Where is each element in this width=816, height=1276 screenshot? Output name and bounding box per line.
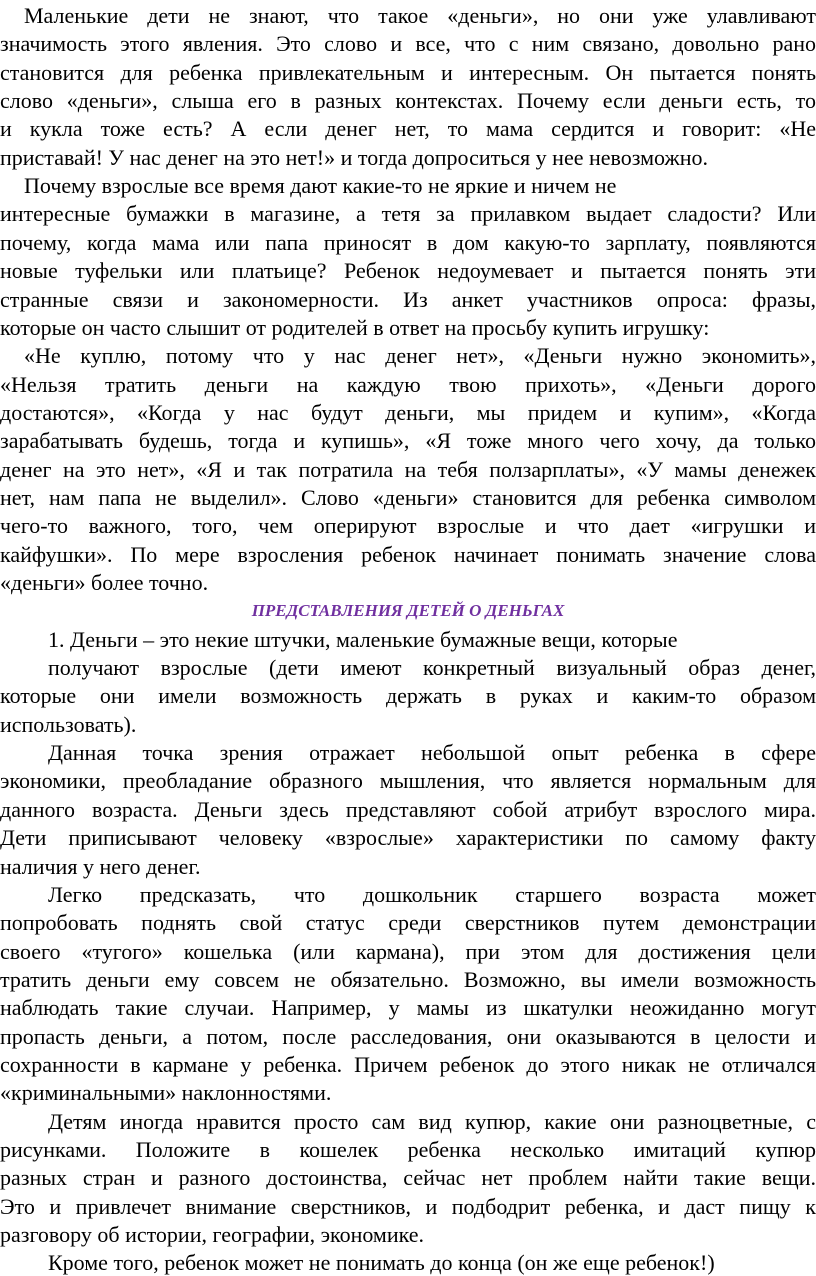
text-line: нет, нам папа не выделил». Слово «деньги» становится для ребенка символом (0, 484, 816, 510)
text-line: которые он часто слышит от родителей в ответ на просьбу купить игрушку: (0, 314, 710, 340)
text-line: Кроме того, ребенок может не понимать до конца (он же еще ребенок!) (48, 1250, 715, 1276)
text-line: приставай! У нас денег на это нет!» и тогда допроситься у нее невозможно. (0, 144, 708, 170)
text-line: Данная точка зрения отражает небольшой опыт ребенка в сфере (48, 740, 816, 766)
text-line: рисунками. Положите в кошелек ребенка несколько имитаций купюр (0, 1137, 816, 1162)
text-line: странные связи и закономерности. Из анкет участников опроса: фразы, (0, 286, 816, 312)
text-line: «деньги» более точно. (0, 570, 209, 595)
text-line: разговору об истории, географии, экономике. (0, 1222, 425, 1248)
text-line: кайфушки». По мере взросления ребенок начинает понимать значение слова (0, 541, 816, 567)
text-line: тратить деньги ему совсем не обязательно. Возможно, вы имели возможность (0, 966, 816, 992)
text-line: чего-то важного, того, чем оперируют взрослые и что дает «игрушки и (0, 513, 816, 539)
text-line: зарабатывать будешь, тогда и купишь», «Я тоже много чего хочу, да только (0, 428, 816, 454)
text-line: «Нельзя тратить деньги на каждую твою прихоть», «Деньги дорого (0, 371, 816, 397)
text-line: экономики, преобладание образного мышления, что является нормальным для (0, 768, 816, 794)
text-line: наличия у него денег. (0, 853, 201, 879)
section-heading: ПРЕДСТАВЛЕНИЯ ДЕТЕЙ О ДЕНЬГАХ (251, 601, 565, 621)
text-line: Почему взрослые все время дают какие-то не яркие и ничем не (24, 173, 617, 199)
text-line: денег на это нет», «Я и так потратила на тебя ползарплаты», «У мамы денежек (0, 456, 816, 482)
text-line: достаются», «Когда у нас будут деньги, мы придем и купим», «Когда (0, 399, 816, 425)
text-line: почему, когда мама или папа приносят в дом какую-то зарплату, появляются (0, 229, 816, 255)
text-line: Дети приписывают человеку «взрослые» характеристики по самому факту (0, 825, 816, 851)
text-line: разных стран и разного достоинства, сейчас нет проблем найти такие вещи. (0, 1165, 816, 1191)
text-line: пропасть деньги, а потом, после расследования, они оказываются в целости и (0, 1023, 816, 1049)
text-line: наблюдать такие случаи. Например, у мамы из шкатулки неожиданно могут (0, 995, 816, 1021)
text-line: которые они имели возможность держать в руках и каким-то образом (0, 683, 816, 709)
text-line: 1. Деньги – это некие штучки, маленькие бумажные вещи, которые (48, 626, 678, 652)
text-line: значимость этого явления. Это слово и все, что с ним связано, довольно рано (0, 31, 816, 57)
text-line: использовать). (0, 711, 137, 737)
text-line: и кукла тоже есть? А если денег нет, то мама сердится и говорит: «Не (0, 116, 816, 142)
text-line: интересные бумажки в магазине, а тетя за прилавком выдает сладости? Или (0, 201, 816, 227)
text-line: данного возраста. Деньги здесь представляют собой атрибут взрослого мира. (0, 796, 816, 822)
text-line: получают взрослые (дети имеют конкретный визуальный образ денег, (48, 655, 816, 681)
text-line: слово «деньги», слыша его в разных контекстах. Почему если деньги есть, то (0, 88, 816, 114)
text-line: становится для ребенка привлекательным и интересным. Он пытается понять (0, 59, 816, 85)
text-line: Детям иногда нравится просто сам вид купюр, какие они разноцветные, с (48, 1108, 816, 1134)
text-line: новые туфельки или платьице? Ребенок недоумевает и пытается понять эти (0, 258, 816, 284)
text-line: «криминальными» наклонностями. (0, 1080, 332, 1106)
text-line: Это и привлечет внимание сверстников, и подбодрит ребенка, и даст пищу к (0, 1193, 816, 1219)
text-line: Легко предсказать, что дошкольник старшего возраста может (48, 881, 816, 907)
text-line: сохранности в кармане у ребенка. Причем ребенок до этого никак не отличался (0, 1051, 816, 1077)
text-line: «Не куплю, потому что у нас денег нет», «Деньги нужно экономить», (24, 343, 816, 369)
text-line: попробовать поднять свой статус среди сверстников путем демонстрации (0, 910, 816, 936)
text-line: своего «тугого» кошелька (или кармана), при этом для достижения цели (0, 938, 816, 964)
text-line: Маленькие дети не знают, что такое «деньги», но они уже улавливают (24, 3, 816, 28)
